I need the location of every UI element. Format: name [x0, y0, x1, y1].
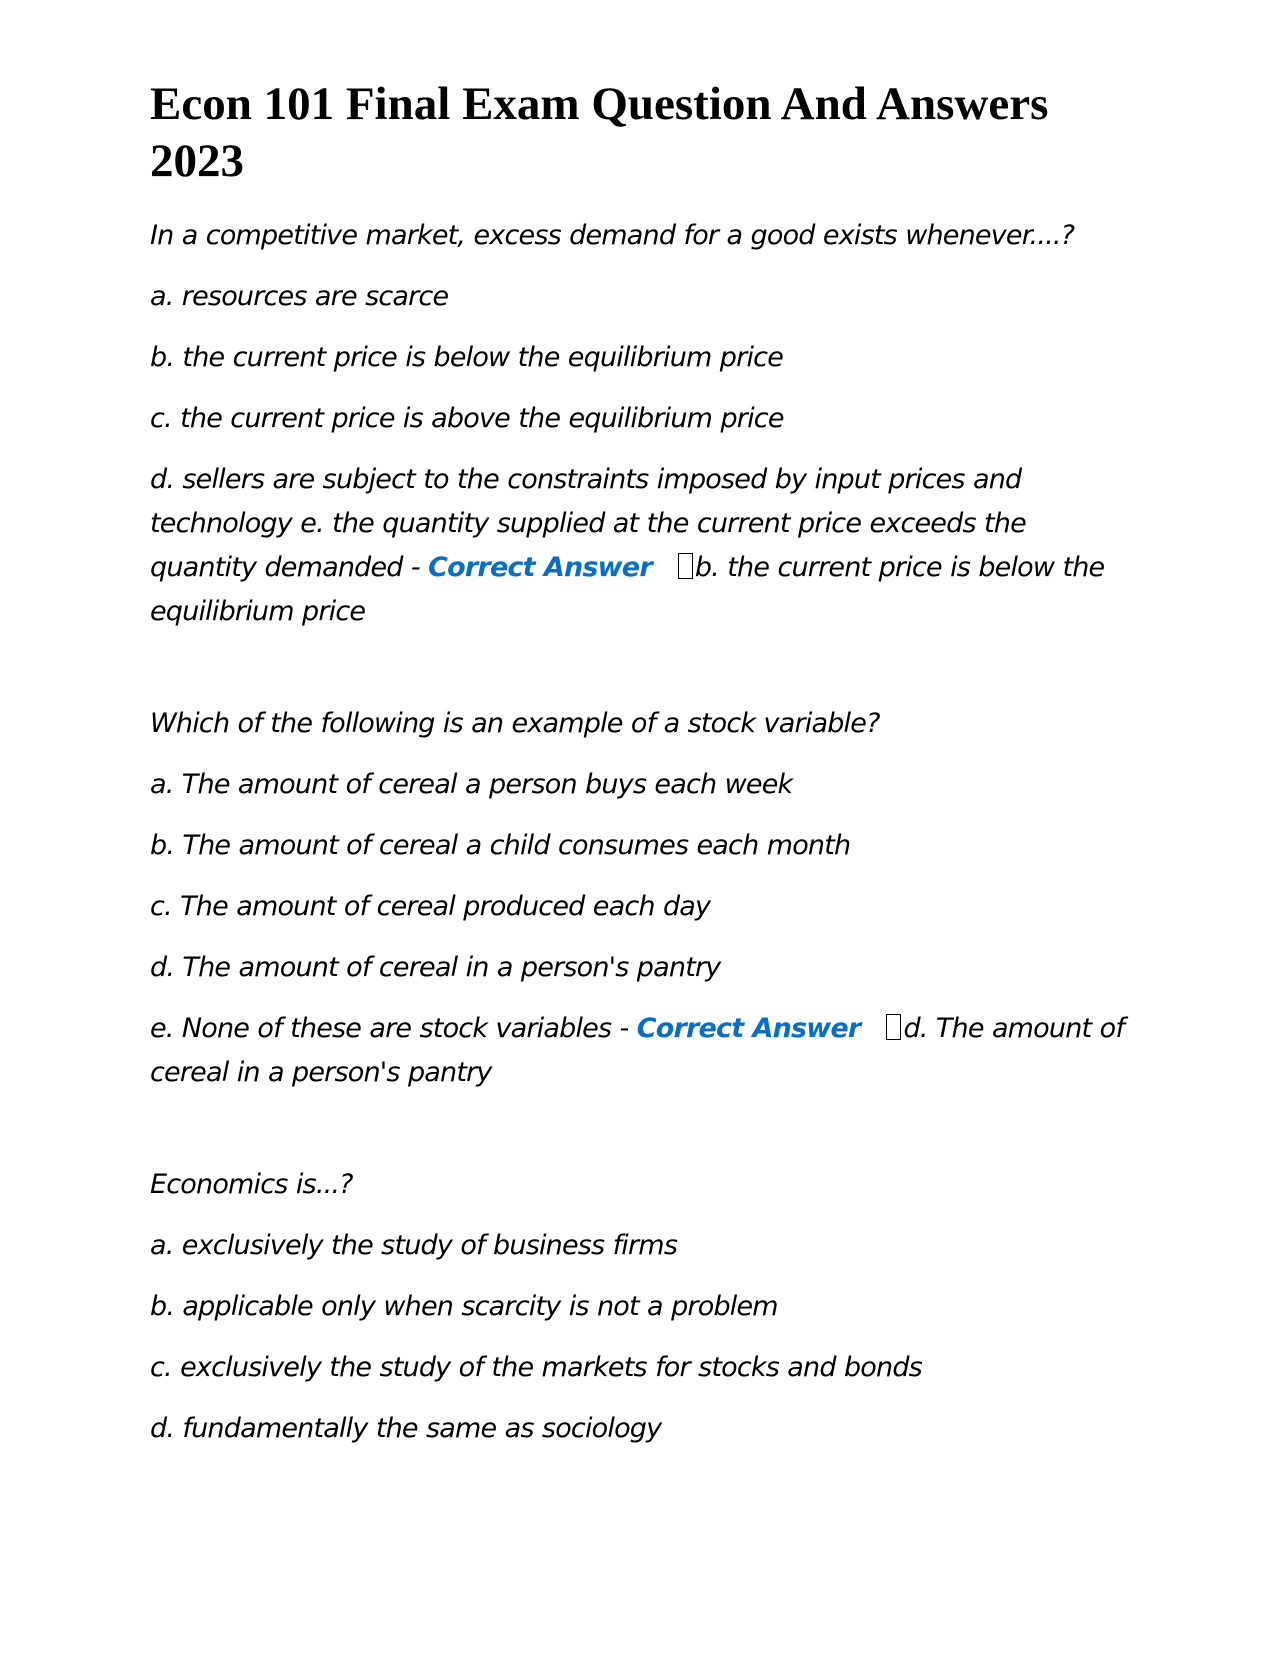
document-page	[150, 76, 1130, 1468]
option-with-answer	[150, 458, 1130, 634]
missing-glyph-box-icon	[678, 553, 693, 579]
document-title: Econ 101 Final Exam Question And Answers 2023	[150, 78, 1049, 187]
option-a: a. The amount of cereal a person buys each week	[150, 769, 793, 800]
question-block-1	[150, 214, 1130, 634]
question-text: Economics is...?	[150, 1169, 353, 1200]
option-c: c. The amount of cereal produced each day	[150, 891, 711, 922]
option-c: c. the current price is above the equilibrium price	[150, 403, 784, 434]
correct-answer-label: Correct Answer	[428, 552, 652, 583]
answer-text: b. the current price is below the equilibrium price	[150, 552, 1105, 627]
option-with-answer	[150, 1007, 1130, 1095]
option-d-e: d. sellers are subject to the constraints imposed by input prices and technology e. the quantity supplied at the current price exceeds the quantity demanded -	[150, 464, 1026, 583]
question-text: In a competitive market, excess demand for a good exists whenever....?	[150, 220, 1075, 251]
option-d: d. The amount of cereal in a person's pantry	[150, 952, 721, 983]
answer-text: d. The amount of cereal in a person's pantry	[150, 1013, 1125, 1088]
option-a: a. exclusively the study of business firms	[150, 1230, 678, 1261]
correct-answer-label: Correct Answer	[636, 1013, 861, 1044]
option-b: b. The amount of cereal a child consumes each month	[150, 830, 851, 861]
option-c: c. exclusively the study of the markets for stocks and bonds	[150, 1352, 922, 1383]
question-block-3	[150, 1163, 1130, 1451]
option-b: b. the current price is below the equilibrium price	[150, 342, 784, 373]
option-b: b. applicable only when scarcity is not a problem	[150, 1291, 778, 1322]
option-e: e. None of these are stock variables -	[150, 1013, 637, 1044]
missing-glyph-box-icon	[886, 1014, 901, 1040]
question-text: Which of the following is an example of a stock variable?	[150, 708, 880, 739]
option-a: a. resources are scarce	[150, 281, 449, 312]
option-d: d. fundamentally the same as sociology	[150, 1413, 662, 1444]
question-block-2	[150, 702, 1130, 1095]
